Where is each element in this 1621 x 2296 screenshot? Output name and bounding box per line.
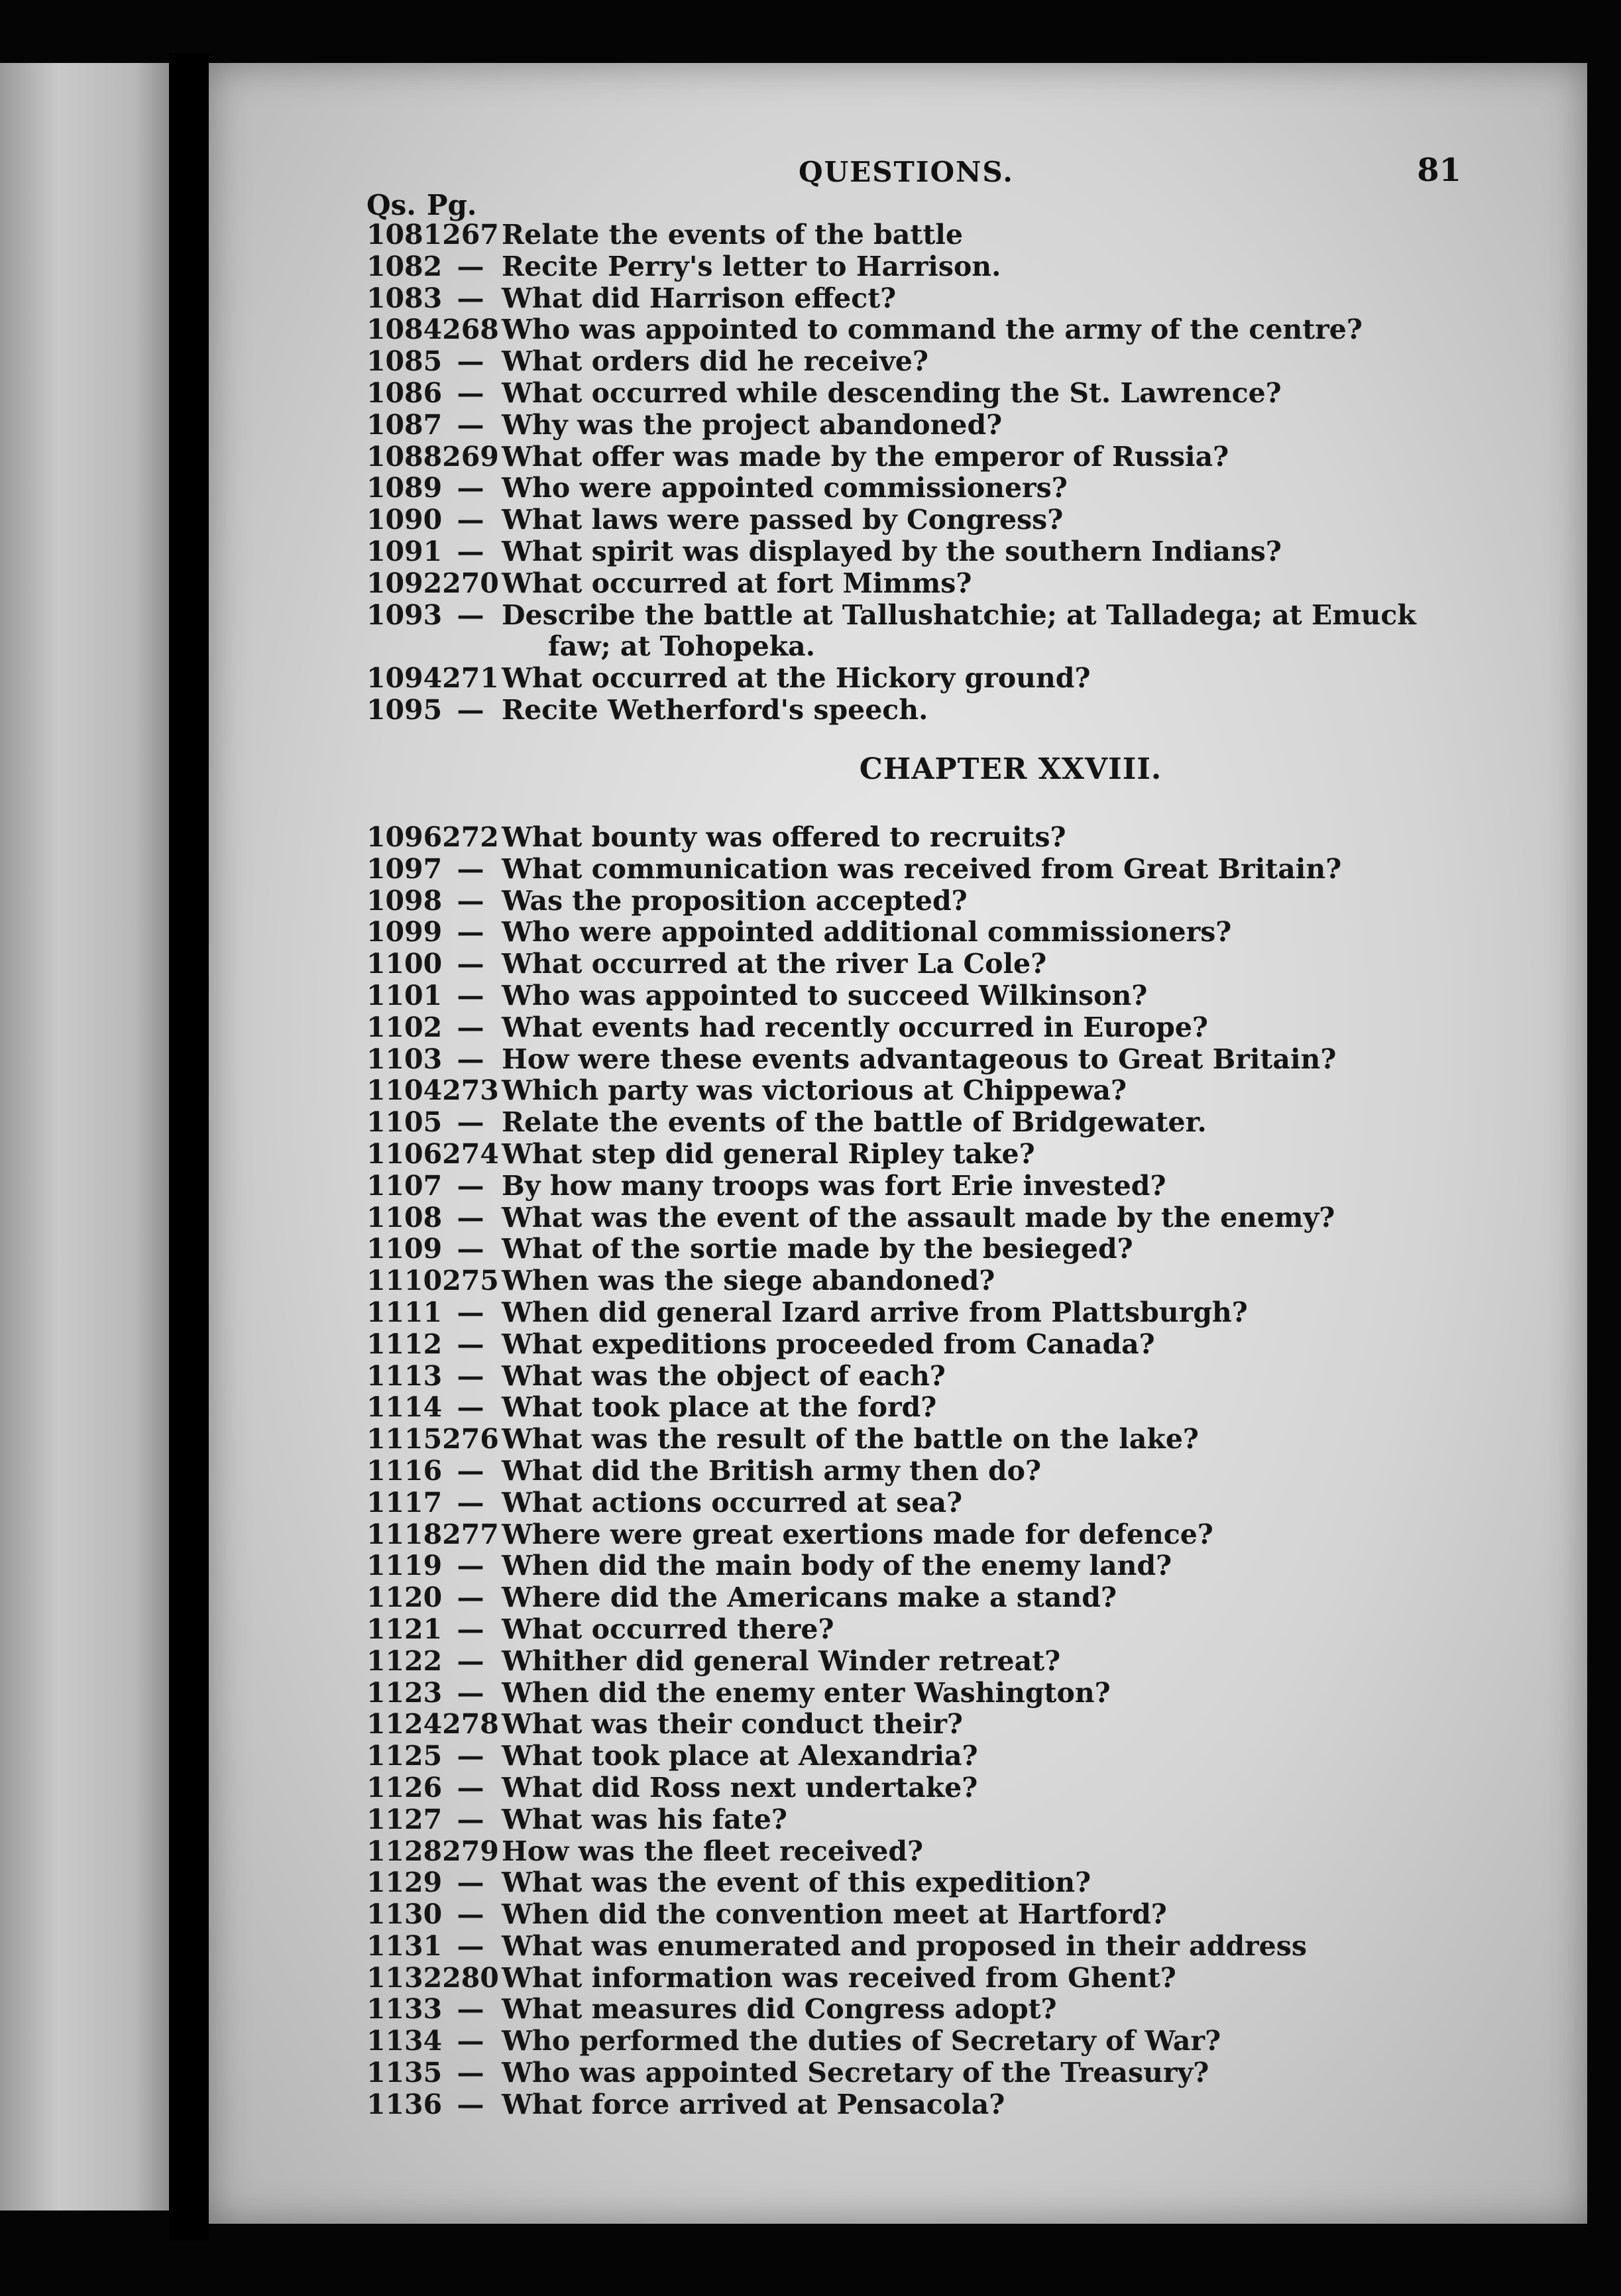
page-reference: — [457, 884, 484, 917]
page-reference: — [457, 535, 484, 567]
question-text-line: What force arrived at Pensacola? [502, 2088, 1005, 2120]
question-number: 1099 [366, 916, 443, 948]
question-number: 1101 [366, 979, 443, 1011]
question-text [502, 1424, 1621, 1456]
page-reference: — [457, 1993, 484, 2026]
question-text-line: What expeditions proceeded from Canada? [502, 1328, 1155, 1360]
page-reference: — [457, 1233, 484, 1265]
question-row [366, 695, 1621, 726]
question-text-line: Describe the battle at Tallushatchie; at Talladega; at Emuck [502, 599, 1416, 631]
question-row [366, 1075, 1621, 1107]
question-text-line: Which party was victorious at Chippewa? [502, 1074, 1127, 1107]
question-row [366, 1931, 1621, 1963]
question-text-line: When was the siege abandoned? [502, 1265, 995, 1297]
page-reference: — [457, 1011, 484, 1043]
question-text-line: How were these events advantageous to Great Britain? [502, 1043, 1337, 1075]
question-number: 1094 [366, 662, 443, 695]
question-row [366, 536, 1621, 568]
question-number: 1092 [366, 567, 443, 599]
page-reference: — [457, 1550, 484, 1582]
question-text [502, 1804, 1621, 1836]
question-row [366, 568, 1621, 600]
question-text [502, 441, 1621, 473]
question-text-line: What did Harrison effect? [502, 282, 897, 314]
question-text [502, 917, 1621, 948]
question-number: 1132 [366, 1961, 443, 1994]
question-number: 1112 [366, 1328, 443, 1360]
question-number: 1093 [366, 599, 443, 631]
question-text [502, 251, 1621, 283]
question-text-line: Who were appointed commissioners? [502, 472, 1068, 504]
question-text [502, 822, 1621, 854]
question-text-line: What spirit was displayed by the southern Indians? [502, 535, 1282, 567]
question-text-line: Relate the events of the battle [502, 219, 963, 251]
question-row [366, 473, 1621, 504]
page-reference: 267 [442, 219, 499, 251]
question-row [366, 822, 1621, 854]
chapter-heading [209, 752, 1587, 786]
question-text-line: Recite Perry's letter to Harrison. [502, 250, 1001, 282]
question-list-chapter-27 [366, 219, 1621, 726]
page-reference: — [457, 1106, 484, 1139]
question-text-line: What laws were passed by Congress? [502, 504, 1064, 536]
question-row [366, 2057, 1621, 2089]
page-reference: — [457, 979, 484, 1011]
question-text [502, 886, 1621, 917]
page-reference: 270 [442, 567, 499, 599]
question-row [366, 1107, 1621, 1139]
question-number: 1127 [366, 1803, 443, 1835]
question-column-header: Qs. [366, 189, 416, 221]
question-text [502, 1963, 1621, 1994]
question-text-line: What occurred at the Hickory ground? [502, 662, 1091, 695]
question-text-line: When did the convention meet at Hartford? [502, 1898, 1167, 1931]
page-reference: — [457, 376, 484, 409]
question-row [366, 854, 1621, 886]
question-number: 1102 [366, 1011, 443, 1043]
question-text-line: What was the result of the battle on the lake? [502, 1423, 1199, 1456]
question-row [366, 410, 1621, 441]
question-row [366, 1044, 1621, 1076]
question-number: 1121 [366, 1613, 443, 1645]
page-reference: — [457, 1581, 484, 1614]
page-reference: — [457, 408, 484, 441]
question-row [366, 1234, 1621, 1265]
question-text-line: What information was received from Ghent? [502, 1961, 1176, 1994]
question-text-line: What events had recently occurred in Europe? [502, 1011, 1208, 1043]
question-text [502, 980, 1621, 1012]
page-reference: — [457, 1644, 484, 1677]
page-reference: — [457, 1201, 484, 1234]
question-number: 1089 [366, 472, 443, 504]
question-text-line: Who were appointed additional commissioners? [502, 916, 1232, 948]
question-text-line: What was the event of the assault made by the enemy? [502, 1201, 1335, 1234]
chapter-title: CHAPTER XXVIII. [859, 752, 1162, 786]
question-number: 1100 [366, 948, 443, 980]
question-text-line: Recite Wetherford's speech. [502, 693, 928, 726]
question-text [502, 1044, 1621, 1076]
question-text-line: Who performed the duties of Secretary of War? [502, 2025, 1221, 2057]
question-text [502, 536, 1621, 568]
page-reference: — [457, 1803, 484, 1835]
question-row [366, 1265, 1621, 1297]
question-text [502, 1614, 1621, 1646]
question-text-line: What was the event of this expedition? [502, 1866, 1091, 1899]
page-reference: 277 [442, 1518, 499, 1550]
question-row [366, 1994, 1621, 2026]
page-reference: — [457, 472, 484, 504]
question-number: 1113 [366, 1359, 443, 1392]
page-reference: — [457, 1866, 484, 1899]
question-text [502, 1550, 1621, 1582]
question-number: 1125 [366, 1740, 443, 1772]
question-text [502, 410, 1621, 441]
question-text [502, 283, 1621, 315]
question-row [366, 980, 1621, 1012]
question-number: 1095 [366, 693, 443, 726]
page-reference: — [457, 1328, 484, 1360]
question-text [502, 2089, 1621, 2121]
question-text [502, 1265, 1621, 1297]
question-row [366, 441, 1621, 473]
question-text [502, 1297, 1621, 1329]
question-text-line: What occurred at fort Mimms? [502, 567, 972, 599]
question-text-line: What communication was received from Great Britain? [502, 852, 1342, 885]
question-text [502, 1392, 1621, 1424]
question-number: 1111 [366, 1296, 443, 1328]
question-text [502, 1867, 1621, 1899]
page-reference: — [457, 1613, 484, 1645]
question-row [366, 663, 1621, 695]
page-reference: — [457, 1359, 484, 1392]
question-row [366, 1519, 1621, 1551]
question-number: 1083 [366, 282, 443, 314]
question-text-line: When did the enemy enter Washington? [502, 1676, 1111, 1709]
page-reference: — [457, 282, 484, 314]
question-number: 1128 [366, 1835, 443, 1867]
page-reference: — [457, 1929, 484, 1962]
question-text-continuation: faw; at Tohopeka. [548, 630, 815, 663]
question-number: 1133 [366, 1993, 443, 2026]
question-text-line: What was their conduct their? [502, 1708, 963, 1741]
question-number: 1090 [366, 504, 443, 536]
question-text-line: When did general Izard arrive from Plattsburgh? [502, 1296, 1248, 1328]
question-text [502, 1582, 1621, 1614]
page-reference: — [457, 250, 484, 282]
question-text [502, 2057, 1621, 2089]
page-reference: — [457, 1169, 484, 1202]
question-row [366, 378, 1621, 410]
question-text-line: When did the main body of the enemy land? [502, 1550, 1172, 1582]
question-text [502, 1899, 1621, 1931]
question-number: 1117 [366, 1486, 443, 1519]
question-text-line: What took place at Alexandria? [502, 1740, 978, 1772]
question-text-line: What step did general Ripley take? [502, 1137, 1035, 1170]
question-text [502, 948, 1621, 980]
book-page [209, 63, 1587, 2224]
question-text [502, 854, 1621, 886]
question-row [366, 917, 1621, 948]
question-row [366, 1899, 1621, 1931]
question-number: 1134 [366, 2025, 443, 2057]
question-number: 1123 [366, 1676, 443, 1709]
page-reference: — [457, 2025, 484, 2057]
question-text [502, 1487, 1621, 1519]
question-text-line: Whither did general Winder retreat? [502, 1644, 1061, 1677]
question-text-line: What bounty was offered to recruits? [502, 821, 1066, 853]
page-reference: — [457, 1043, 484, 1075]
question-text [502, 1678, 1621, 1709]
question-text [502, 1361, 1621, 1393]
question-text [502, 1931, 1621, 1963]
question-text-line: Who was appointed to succeed Wilkinson? [502, 979, 1148, 1011]
question-row [366, 1963, 1621, 1994]
question-text-line: What occurred while descending the St. Lawrence? [502, 376, 1282, 409]
question-text-line: Was the proposition accepted? [502, 884, 968, 917]
question-row [366, 283, 1621, 315]
question-text [502, 1836, 1621, 1868]
question-text [502, 1329, 1621, 1361]
question-text [502, 219, 1621, 251]
question-text [502, 1202, 1621, 1234]
question-row [366, 1709, 1621, 1741]
question-text-line: What did Ross next undertake? [502, 1771, 978, 1804]
question-number: 1104 [366, 1074, 443, 1107]
question-row [366, 251, 1621, 283]
question-text-line: Why was the project abandoned? [502, 408, 1003, 441]
page-reference: 278 [442, 1708, 499, 1741]
question-text [502, 1075, 1621, 1107]
question-number: 1107 [366, 1169, 443, 1202]
page-reference: 274 [442, 1137, 499, 1170]
question-number: 1124 [366, 1708, 443, 1741]
question-text-line: What was enumerated and proposed in their address [502, 1929, 1307, 1962]
page-reference: 275 [442, 1265, 499, 1297]
question-row [366, 1456, 1621, 1487]
page-reference: — [457, 504, 484, 536]
question-number: 1109 [366, 1233, 443, 1265]
question-row [366, 1550, 1621, 1582]
question-text [502, 1107, 1621, 1139]
question-number: 1120 [366, 1581, 443, 1614]
question-row [366, 1614, 1621, 1646]
question-number: 1085 [366, 345, 443, 378]
question-row [366, 1772, 1621, 1804]
question-text-line: What of the sortie made by the besieged? [502, 1233, 1133, 1265]
question-number: 1136 [366, 2088, 443, 2120]
page-reference: — [457, 2088, 484, 2120]
page-reference: 271 [442, 662, 499, 695]
question-number: 1119 [366, 1550, 443, 1582]
question-row [366, 1329, 1621, 1361]
question-text-line: What was his fate? [502, 1803, 787, 1835]
question-row [366, 2026, 1621, 2057]
question-text [502, 504, 1621, 536]
question-text [502, 1741, 1621, 1772]
question-number: 1115 [366, 1423, 443, 1456]
book-gutter [169, 53, 209, 2240]
question-number: 1091 [366, 535, 443, 567]
question-text [502, 1994, 1621, 2026]
question-text-line: What measures did Congress adopt? [502, 1993, 1057, 2026]
question-text [502, 1646, 1621, 1678]
question-number: 1122 [366, 1644, 443, 1677]
question-text-line: What orders did he receive? [502, 345, 928, 378]
question-row [366, 1804, 1621, 1836]
page-reference: — [457, 1898, 484, 1931]
question-text-line: Who was appointed Secretary of the Treasury? [502, 2057, 1209, 2089]
question-text [502, 1139, 1621, 1171]
question-number: 1130 [366, 1898, 443, 1931]
question-text [502, 663, 1621, 695]
page-reference: — [457, 1391, 484, 1424]
page-column-header: Pg. [426, 189, 477, 221]
question-text-line: What did the British army then do? [502, 1454, 1042, 1487]
question-row [366, 1171, 1621, 1202]
question-number: 1096 [366, 821, 443, 853]
question-row [366, 1741, 1621, 1772]
question-row [366, 219, 1621, 251]
question-text-line: What occurred there? [502, 1613, 834, 1645]
question-text-line: What occurred at the river La Cole? [502, 948, 1047, 980]
page-reference: 279 [442, 1835, 499, 1867]
question-row [366, 1202, 1621, 1234]
question-text [502, 2026, 1621, 2057]
question-number: 1131 [366, 1929, 443, 1962]
question-number: 1105 [366, 1106, 443, 1139]
question-text-line: How was the fleet received? [502, 1835, 924, 1867]
question-text [502, 1234, 1621, 1265]
question-number: 1081 [366, 219, 443, 251]
question-row [366, 1424, 1621, 1456]
page-reference: — [457, 1740, 484, 1772]
page-reference: 280 [442, 1961, 499, 1994]
page-reference: — [457, 1771, 484, 1804]
page-reference: — [457, 599, 484, 631]
question-text-line: Who was appointed to command the army of the centre? [502, 314, 1363, 346]
question-text [502, 1772, 1621, 1804]
question-number: 1088 [366, 440, 443, 473]
question-number: 1116 [366, 1454, 443, 1487]
question-number: 1114 [366, 1391, 443, 1424]
question-text [502, 695, 1621, 726]
page-reference: 269 [442, 440, 499, 473]
page-reference: — [457, 693, 484, 726]
question-row [366, 1836, 1621, 1868]
question-text [502, 378, 1621, 410]
question-text-line: Where were great exertions made for defence? [502, 1518, 1213, 1550]
question-row [366, 504, 1621, 536]
column-headers [366, 189, 476, 221]
question-number: 1108 [366, 1201, 443, 1234]
question-row [366, 600, 1621, 663]
question-text [502, 600, 1621, 663]
question-text [502, 1456, 1621, 1487]
question-row [366, 1361, 1621, 1393]
page-number: 81 [1417, 152, 1461, 189]
page-reference: — [457, 1676, 484, 1709]
question-number: 1082 [366, 250, 443, 282]
page-reference: — [457, 345, 484, 378]
question-text-line: What took place at the ford? [502, 1391, 937, 1424]
question-number: 1126 [366, 1771, 443, 1804]
question-text-line: By how many troops was fort Erie invested? [502, 1169, 1166, 1202]
question-text [502, 1709, 1621, 1741]
page-reference: — [457, 1486, 484, 1519]
question-text-line: Relate the events of the battle of Bridgewater. [502, 1106, 1207, 1139]
question-row [366, 1582, 1621, 1614]
question-row [366, 1012, 1621, 1044]
page-reference: 268 [442, 314, 499, 346]
page-reference: — [457, 948, 484, 980]
question-row [366, 2089, 1621, 2121]
page-reference: — [457, 1296, 484, 1328]
question-number: 1106 [366, 1137, 443, 1170]
page-reference: — [457, 1454, 484, 1487]
question-text-line: What was the object of each? [502, 1359, 946, 1392]
question-text [502, 568, 1621, 600]
question-text [502, 473, 1621, 504]
question-number: 1103 [366, 1043, 443, 1075]
page-reference: 276 [442, 1423, 499, 1456]
question-row [366, 1678, 1621, 1709]
question-row [366, 886, 1621, 917]
question-number: 1087 [366, 408, 443, 441]
question-number: 1135 [366, 2057, 443, 2089]
question-row [366, 1139, 1621, 1171]
question-row [366, 346, 1621, 378]
question-row [366, 314, 1621, 346]
question-text-line: What offer was made by the emperor of Russia? [502, 440, 1229, 473]
page-reference: 272 [442, 821, 499, 853]
question-text [502, 346, 1621, 378]
question-row [366, 1646, 1621, 1678]
question-row [366, 1297, 1621, 1329]
question-row [366, 1867, 1621, 1899]
question-number: 1110 [366, 1265, 443, 1297]
page-reference: — [457, 916, 484, 948]
question-number: 1118 [366, 1518, 443, 1550]
question-text [502, 1171, 1621, 1202]
question-number: 1086 [366, 376, 443, 409]
question-row [366, 948, 1621, 980]
page-reference: 273 [442, 1074, 499, 1107]
question-row [366, 1487, 1621, 1519]
question-number: 1098 [366, 884, 443, 917]
question-number: 1084 [366, 314, 443, 346]
facing-page-edge [0, 63, 169, 2210]
page-reference: — [457, 2057, 484, 2089]
running-title: QUESTIONS. [799, 156, 1014, 188]
question-row [366, 1392, 1621, 1424]
question-text-line: What actions occurred at sea? [502, 1486, 963, 1519]
question-number: 1129 [366, 1866, 443, 1899]
question-text [502, 1012, 1621, 1044]
question-number: 1097 [366, 852, 443, 885]
page-reference: — [457, 852, 484, 885]
question-text-line: Where did the Americans make a stand? [502, 1581, 1117, 1614]
question-list-chapter-28 [366, 822, 1621, 2121]
question-text [502, 314, 1621, 346]
question-text [502, 1519, 1621, 1551]
